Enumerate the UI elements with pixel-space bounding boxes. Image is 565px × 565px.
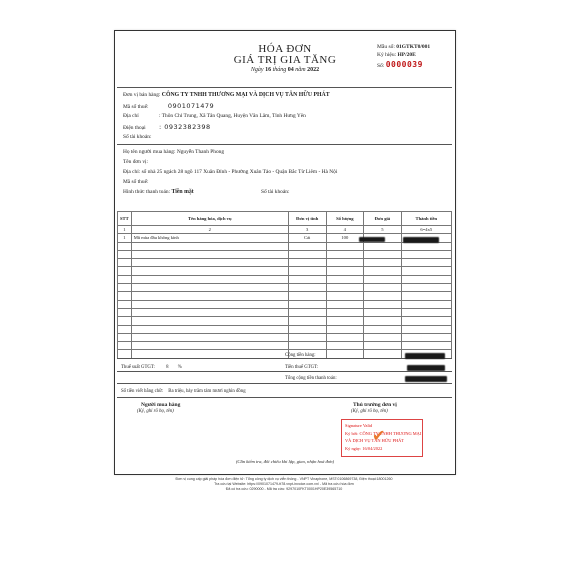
divider <box>117 383 452 384</box>
table-row-empty <box>118 325 452 333</box>
seller-tax-row: Mã số thuế: 0901071479 <box>123 102 215 110</box>
buyer-unit-row: Tên đơn vị: <box>123 159 149 165</box>
table-row-empty <box>118 333 452 341</box>
vat-amount-label: Tiền thuế GTGT: <box>285 365 319 370</box>
divider <box>117 371 452 372</box>
table-row-empty <box>118 317 452 325</box>
seller-name-row: Đơn vị bán hàng: CÔNG TY TNHH THƯƠNG MẠI VÀ DỊCH VỤ TÂN HỮU PHÁT <box>123 92 330 98</box>
buyer-tax-row: Mã số thuế: <box>123 179 149 185</box>
verification-note: (Cần kiểm tra, đối chiếu khi lập, giao, nhận hoá đơn) <box>235 459 335 464</box>
table-row-empty <box>118 300 452 308</box>
col-header: Thành tiền <box>401 212 451 226</box>
buyer-signature-note: (Ký, ghi rõ họ, tên) <box>137 409 174 414</box>
table-row-empty <box>118 342 452 350</box>
buyer-name-row: Họ tên người mua hàng: Nguyễn Thanh Phong <box>123 149 225 155</box>
invoice-symbol: Ký hiệu: HP/20E <box>377 52 416 58</box>
buyer-signature-title: Người mua hàng <box>141 402 181 408</box>
redacted-unit-price <box>359 237 385 242</box>
col-header: Tên hàng hóa, dịch vụ <box>131 212 288 226</box>
invoice-subtitle: GIÁ TRỊ GIA TĂNG <box>233 54 337 66</box>
table-row-empty <box>118 308 452 316</box>
redacted-amount <box>403 237 439 243</box>
divider <box>117 358 452 359</box>
table-index-row: 1 2 3 4 5 6=4x5 <box>118 226 452 234</box>
invoice-paper <box>114 30 456 475</box>
table-row-empty <box>118 250 452 258</box>
seller-signature-title: Thủ trưởng đơn vị <box>353 402 397 408</box>
buyer-payment-row: Hình thức thanh toán: Tiền mặt Số tài khoản: <box>123 189 290 195</box>
seller-account-row: Số tài khoản: <box>123 134 152 140</box>
table-header-row <box>118 212 452 226</box>
seller-signature-note: (Ký, ghi rõ họ, tên) <box>351 409 388 414</box>
footer-code: Đã có tra cứu: 0290000 - Mã tra cứu: 9297010FKT0001HP20E39565710 <box>225 487 343 491</box>
table-row: 1 Mũ mùa đầu không kính Cái 100 <box>118 234 452 242</box>
buyer-address-row: Địa chỉ: số nhà 25 ngách 28 ngõ 117 Xuân Đỉnh - Phường Xuân Tảo - Quận Bắc Từ Liêm - Hà Nội <box>123 169 338 175</box>
table-row-empty <box>118 284 452 292</box>
col-header: STT <box>118 212 132 226</box>
seller-phone-row: Điện thoại : 0932382398 <box>123 123 211 131</box>
invoice-title: HÓA ĐƠN <box>258 43 312 55</box>
divider <box>117 397 452 398</box>
divider <box>117 144 452 145</box>
table-row-empty <box>118 275 452 283</box>
table-row-empty <box>118 259 452 267</box>
footer-lookup: Tra cứu tại Website: https://0901071479-tt78.vnpt-invoice.com.vn/ - Mã tra cứu hóa đơn <box>214 482 354 486</box>
seller-address-row: Địa chỉ : Thôn Chỉ Trung, Xã Tân Quang, Huyện Văn Lâm, Tỉnh Hưng Yên <box>123 113 306 119</box>
items-table <box>117 211 452 359</box>
divider <box>117 87 452 88</box>
form-number: Mẫu số: 01GTKT0/001 <box>377 44 431 50</box>
amount-in-words: Số tiền viết bằng chữ: Ba triệu, bảy trăm tám mươi nghìn đồng <box>121 389 246 394</box>
subtotal-label: Cộng tiền hàng: <box>285 353 316 358</box>
redacted-total <box>405 376 447 382</box>
table-row-empty <box>118 292 452 300</box>
col-header: Số lượng <box>326 212 364 226</box>
table-row-empty <box>118 267 452 275</box>
col-header: Đơn giá <box>364 212 402 226</box>
invoice-number: Số: 0000039 <box>377 60 423 69</box>
footer-provider: Đơn vị cung cấp giải pháp hóa đơn điện tử: Tổng công ty dịch vụ viễn thông - VNPT Vinaphone, MST:0106869738, Điện thoại:18001260 <box>175 477 393 481</box>
col-header: Đơn vị tính <box>288 212 326 226</box>
table-row-empty <box>118 242 452 250</box>
checkmark-icon: ✔ <box>372 426 386 445</box>
vat-rate: Thuế suất GTGT: 8 % <box>121 365 182 370</box>
total-label: Tổng cộng tiền thanh toán: <box>285 376 337 381</box>
redacted-subtotal <box>405 353 445 359</box>
invoice-date: Ngày 16 tháng 04 năm 2022 <box>250 67 320 73</box>
digital-signature-stamp: Signature Valid Ký bởi: CÔNG TY TNHH THƯƠNG MẠI VÀ DỊCH VỤ TÂN HỮU PHÁT Ký ngày: 16/04/2022 ✔ <box>341 419 423 457</box>
